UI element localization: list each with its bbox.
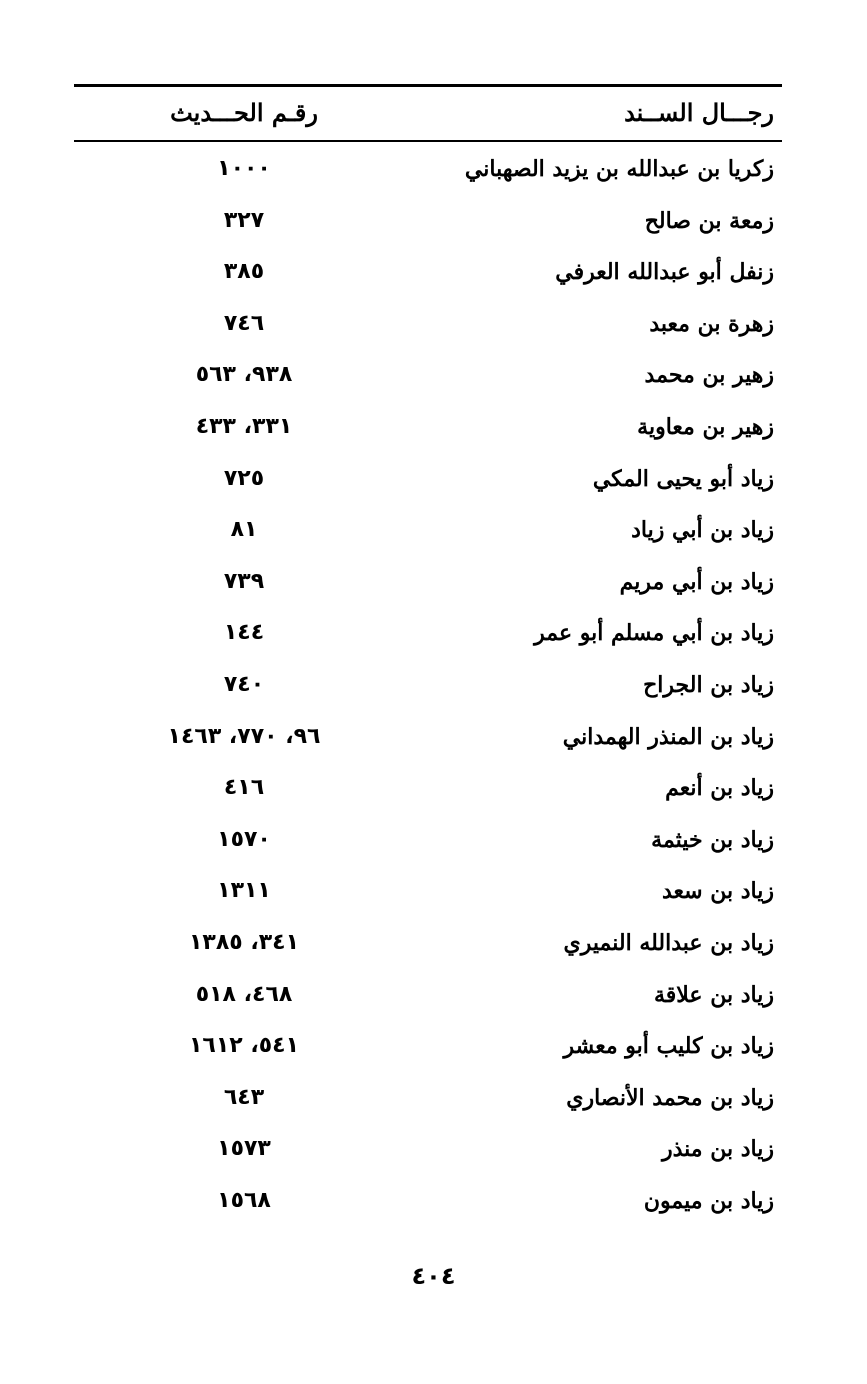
table-row [74,612,782,664]
narrator-name: زكريا بن عبدالله بن يزيد الصهباني [464,156,774,182]
hadith-numbers: ٧٣٩ [223,568,265,594]
narrator-name: زياد بن علاقة [653,981,774,1008]
narrator-name: زياد بن المنذر الهمداني [562,723,774,750]
hadith-numbers: ١٠٠٠ [217,156,271,181]
table-row [74,1077,782,1129]
table-row [74,509,782,561]
narrator-name: زهير بن محمد [644,362,774,389]
table-row [74,922,782,974]
table-row [74,200,782,252]
hadith-numbers: ٧٤٦ [223,310,265,336]
hadith-numbers: ٩٦، ٧٧٠، ١٤٦٣ [167,723,321,749]
table-row [74,561,782,613]
hadith-numbers: ٣٣١، ٤٣٣ [195,413,293,439]
hadith-numbers: ١٥٧٠ [217,826,271,852]
narrator-name: زياد بن كليب أبو معشر [563,1033,774,1060]
hadith-numbers: ١٤٤ [223,620,265,646]
table-row [74,974,782,1026]
header-hadith-number: رقـم الحـــديث [170,98,318,127]
narrator-name: زهير بن معاوية [637,413,774,440]
narrator-name: زياد بن سعد [661,878,774,905]
table-header [74,92,782,136]
narrator-name: زياد بن الجراح [643,671,774,698]
table-row [74,251,782,303]
hadith-numbers: ٥٤١، ١٦١٢ [188,1033,300,1059]
hadith-numbers: ٩٣٨، ٥٦٣ [195,362,293,388]
table-row [74,716,782,768]
table-row [74,664,782,716]
hadith-numbers: ٣٨٥ [223,259,265,285]
table-row [74,406,782,458]
narrator-name: زياد بن أبي زياد [631,517,774,544]
narrator-name: زياد بن ميمون [643,1187,774,1214]
hadith-numbers: ٧٤٠ [223,671,265,697]
hadith-numbers: ٧٢٥ [223,465,265,491]
narrator-name: زياد أبو يحيى المكي [592,465,774,492]
table-row [74,354,782,406]
top-rule [74,84,782,87]
table-row [74,303,782,355]
table-row [74,767,782,819]
table-body [74,148,782,1231]
narrator-name: زياد بن منذر [661,1136,774,1163]
hadith-numbers: ١٥٦٨ [217,1187,271,1213]
table-row [74,148,782,200]
hadith-numbers: ٣٢٧ [223,207,265,233]
hadith-numbers: ١٥٧٣ [217,1136,271,1162]
narrator-name: زياد بن أبي مسلم أبو عمر [534,620,774,647]
narrator-name: زنفل أبو عبدالله العرفي [555,259,774,286]
header-rule [74,140,782,142]
hadith-numbers: ١٣١١ [217,878,271,904]
narrator-name: زياد بن أبي مريم [619,568,774,595]
narrator-name: زياد بن خيثمة [651,826,774,853]
narrator-name: زهرة بن معبد [649,310,774,337]
table-row [74,1025,782,1077]
hadith-numbers: ٣٤١، ١٣٨٥ [188,929,300,955]
header-narrators: رجـــال الســند [624,98,774,127]
hadith-numbers: ٨١ [230,517,258,543]
table-row [74,1180,782,1232]
table-row [74,1128,782,1180]
narrator-name: زياد بن محمد الأنصاري [566,1084,774,1111]
hadith-numbers: ٤٦٨، ٥١٨ [195,981,293,1007]
table-row [74,458,782,510]
hadith-numbers: ٤١٦ [223,775,265,801]
narrator-name: زياد بن أنعم [665,775,774,802]
table-row [74,870,782,922]
table-row [74,819,782,871]
page-number: ٤٠٤ [411,1262,456,1290]
narrator-name: زياد بن عبدالله النميري [563,929,774,956]
hadith-numbers: ٦٤٣ [223,1084,265,1110]
narrator-name: زمعة بن صالح [644,207,774,234]
